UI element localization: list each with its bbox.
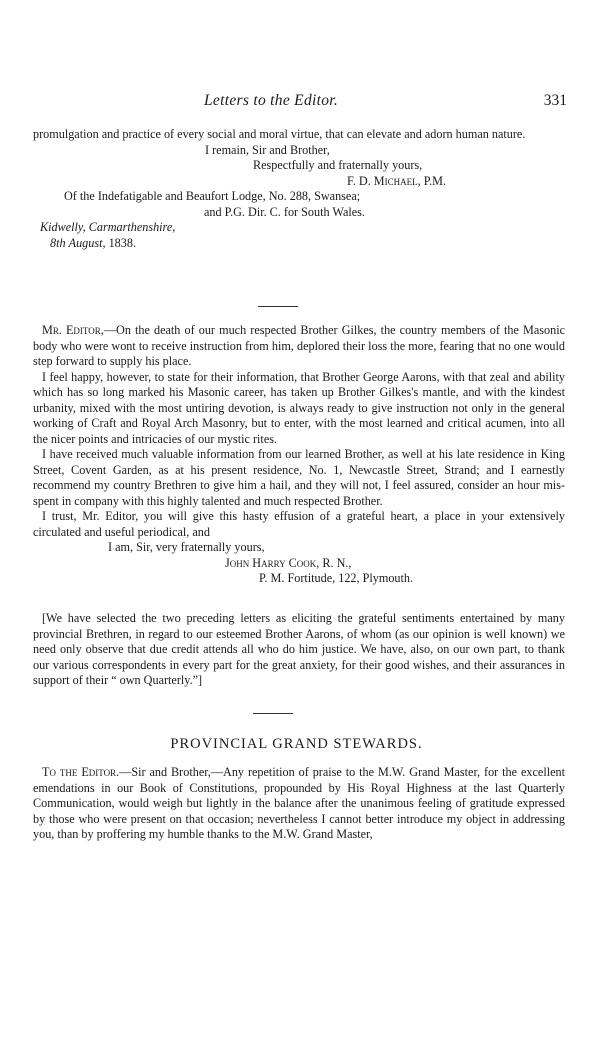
section-divider — [253, 713, 293, 714]
salutation: Mr. Editor, — [42, 323, 104, 337]
date-month: August, — [68, 235, 106, 250]
editor-note-text: [We have selected the two preceding letters as eliciting the grateful sentiments entertained by many provincial Brethren, in regard to our esteemed Brother Aarons, of whom (as our opinion is well known) we need only observe that due credit attends all who do him justice. We have, also, on our own part, to thank our various correspondents in every part for the great anxiety, for their good wishes, and their assurances in support of their “ own Quarterly.”] — [33, 611, 565, 687]
letter-two — [33, 323, 565, 587]
closing-respectfully: Respectfully and fraternally yours, — [253, 158, 423, 172]
paragraph-text: —On the death of our much respected Brother Gilkes, the country members of the Masonic body who were wont to receive instruction from him, deplored their loss the more, fearing that no one would step forward to supply his place. — [33, 323, 565, 368]
letter-two-paragraph: I feel happy, however, to state for their information, that Brother George Aarons, with that zeal and ability which has so long marked his Masonic career, has taken up Brother Gilkes's mantle, and with the kindest urbanity, mixed with the most untiring devotion, is always ready to give instruction not only in the general working of Craft and Royal Arch Masonry, but to enter, with the most learned and critical acumen, into all the nicer points and intricacies of our mystic rites. — [33, 369, 565, 446]
section-heading: PROVINCIAL GRAND STEWARDS. — [170, 736, 423, 752]
place-line: Kidwelly, Carmarthenshire, — [40, 220, 176, 234]
letter-one-ending — [33, 127, 565, 251]
editor-note — [33, 611, 565, 689]
section-letter — [33, 765, 565, 843]
closing-remain: I remain, Sir and Brother, — [205, 142, 330, 157]
closing-line: I am, Sir, very fraternally yours, — [108, 540, 265, 554]
date-line — [33, 236, 565, 252]
paragraph-text: —Sir and Brother,—Any repetition of praise to the M.W. Grand Master, for the excellent emendations in our Book of Constitutions, propounded by His Royal Highness at the last Quarterly Communication, would weigh but lightly in the balance after the unanimous feeling of gratitude expressed by those who were present on that occasion; nevertheless I cannot better introduce my object in addressing you, than by proffering my humble thanks to the M.W. Grand Master, — [33, 765, 565, 841]
running-head — [30, 92, 567, 112]
running-title: Letters to the Editor. — [204, 92, 339, 109]
lodge-line: Of the Indefatigable and Beaufort Lodge, No. 288, Swansea; — [64, 189, 361, 203]
date-year: 1838. — [108, 235, 136, 250]
letter-one-text: promulgation and practice of every social and moral virtue, that can elevate and adorn human nature. — [33, 127, 526, 141]
letter-two-paragraph: I have received much valuable information from our learned Brother, as well at his late residence in King Street, Covent Garden, as at his present residence, No. 1, Newcastle Street, Strand; and I earnestly recommend my country Brethren to give him a hail, and they will not, I feel assured, consider an hour mis-spent in company with this highly talented and much respected Brother. — [33, 447, 565, 508]
section-divider — [258, 306, 298, 307]
section-paragraph — [33, 765, 565, 843]
signature-michael: F. D. Michael, P.M. — [347, 173, 447, 188]
letter-two-paragraph — [33, 323, 565, 370]
letter-two-paragraph: I trust, Mr. Editor, you will give this hasty effusion of a grateful heart, a place in your extensively circulated and useful periodical, and — [33, 509, 565, 539]
provincial-line: and P.G. Dir. C. for South Wales. — [204, 204, 365, 219]
salutation: To the Editor. — [42, 765, 120, 779]
date-day: 8th — [50, 235, 66, 250]
signature-cook: John Harry Cook, R. N., — [225, 555, 352, 570]
page-number: 331 — [543, 92, 567, 109]
signature-subline: P. M. Fortitude, 122, Plymouth. — [259, 571, 414, 585]
